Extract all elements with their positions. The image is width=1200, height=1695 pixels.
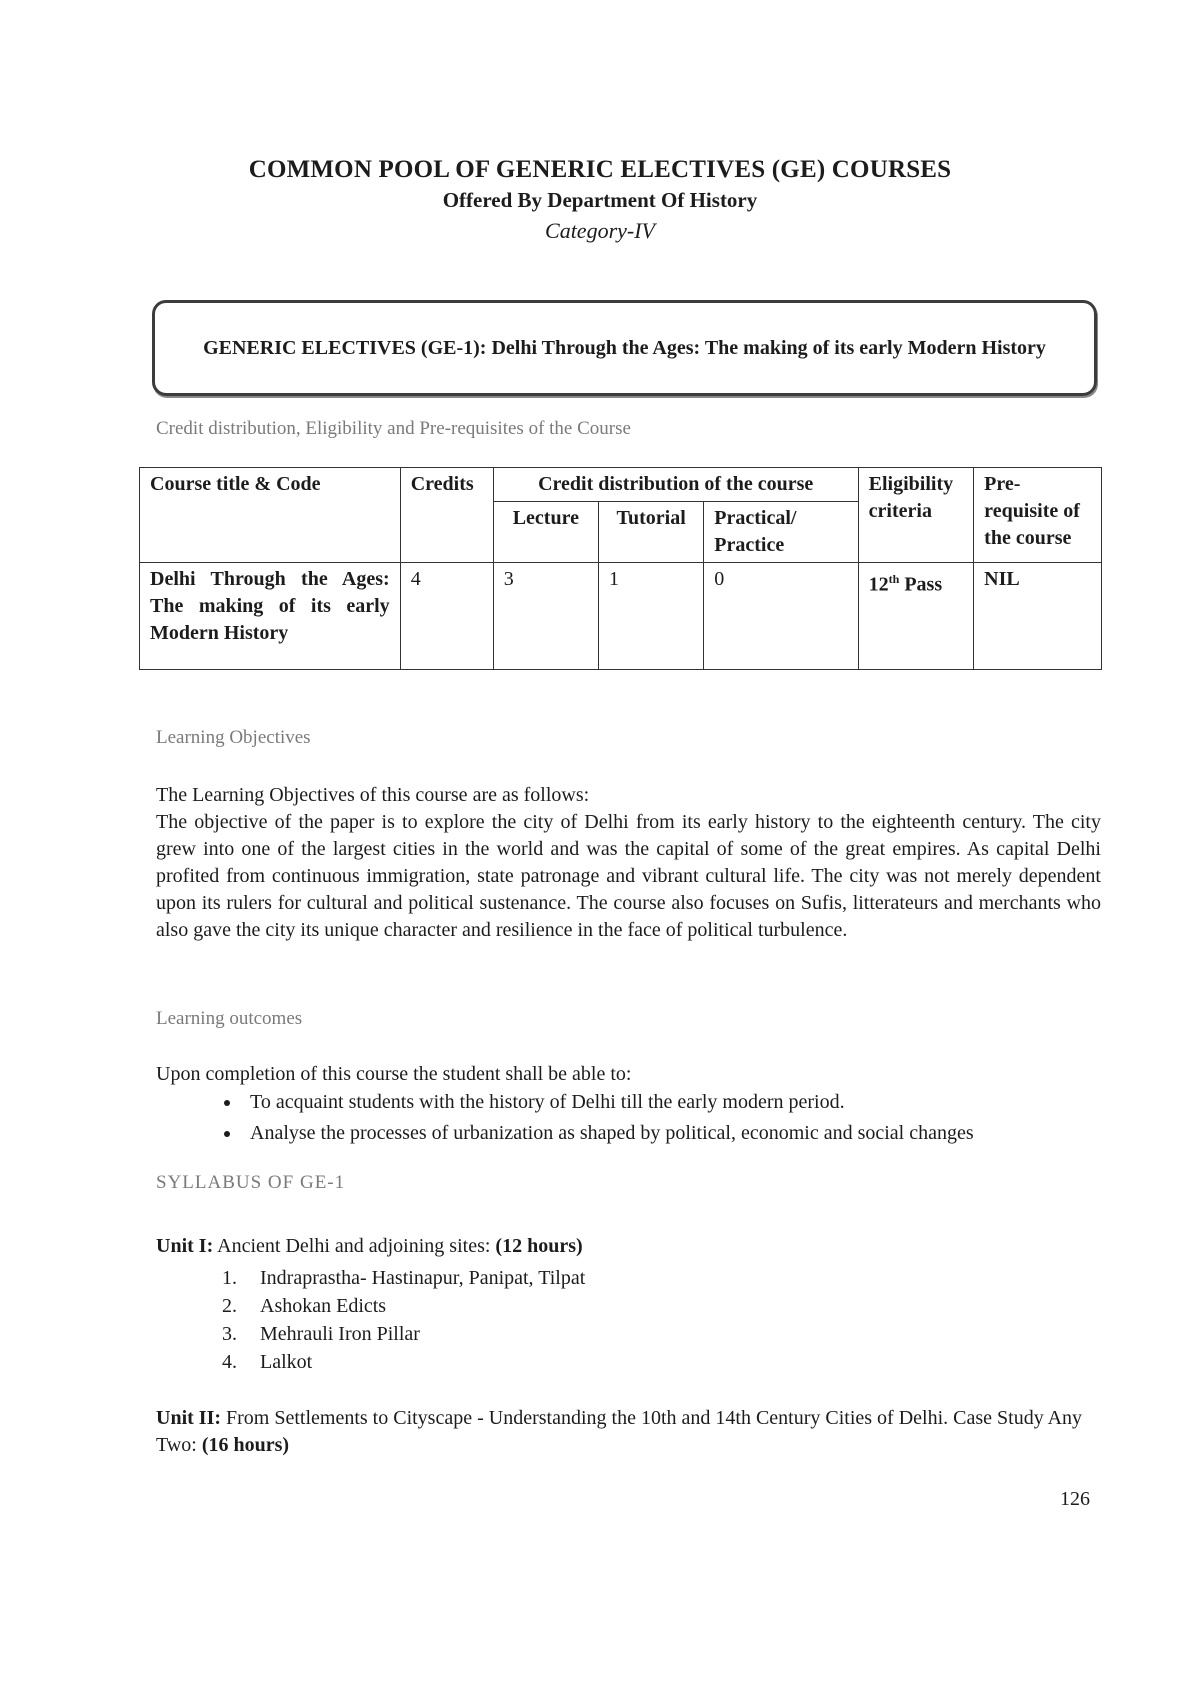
cell-lecture: 3 bbox=[493, 563, 598, 670]
unit1-hours: (12 hours) bbox=[495, 1235, 583, 1257]
cell-course-title: Delhi Through the Ages: The making of its early Modern History bbox=[140, 563, 401, 670]
offered-by: Offered By Department Of History bbox=[442, 188, 758, 212]
list-item: 2. Ashokan Edicts bbox=[242, 1292, 585, 1320]
header-course-title: Course title & Code bbox=[140, 468, 401, 563]
list-item: 3. Mehrauli Iron Pillar bbox=[242, 1320, 585, 1348]
header-distribution: Credit distribution of the course bbox=[493, 468, 858, 502]
eligibility-number: 12 bbox=[868, 573, 889, 596]
objectives-heading: Learning Objectives bbox=[156, 727, 311, 748]
cell-credits: 4 bbox=[400, 563, 493, 670]
unit2-label: Unit II: bbox=[156, 1407, 222, 1429]
unit1-list bbox=[156, 1264, 585, 1376]
unit2-hours: (16 hours) bbox=[201, 1434, 290, 1456]
credit-section-heading: Credit distribution, Eligibility and Pre-requisites of the Course bbox=[156, 418, 631, 439]
header-prerequisite: Pre-requisite of the course bbox=[974, 468, 1102, 563]
unit1-label: Unit I: bbox=[156, 1235, 214, 1257]
cell-tutorial: 1 bbox=[599, 563, 704, 670]
list-item: • To acquaint students with the history of Delhi till the early modern period. bbox=[242, 1087, 1200, 1118]
objectives-body: The objective of the paper is to explore the city of Delhi from its early history to the eighteenth century. The city grew into one of the largest cities in the world and was the capital of some of the great empires. As capital Delhi profited from continuous immigration, state patronage and vibrant cultural life. The city was not merely dependent upon its rulers for cultural and political sustenance. The course also focuses on Sufis, litterateurs and merchants who also gave the city its unique character and resilience in the face of political turbulence. bbox=[156, 811, 1101, 941]
outcomes-heading: Learning outcomes bbox=[156, 1008, 303, 1029]
eligibility-pass: Pass bbox=[899, 573, 943, 596]
cell-prerequisite: NIL bbox=[974, 563, 1102, 670]
course-title-text: GENERIC ELECTIVES (GE-1): Delhi Through the Ages: The making of its early Modern History bbox=[203, 336, 1046, 359]
course-title-box bbox=[152, 300, 1097, 396]
eligibility-suffix: th bbox=[888, 572, 900, 586]
unit1-heading bbox=[156, 1233, 1101, 1260]
objectives-intro: The Learning Objectives of this course are as follows: bbox=[156, 784, 590, 806]
syllabus-heading: SYLLABUS OF GE-1 bbox=[156, 1172, 346, 1193]
unit1-title: Ancient Delhi and adjoining sites: bbox=[213, 1235, 496, 1257]
header-tutorial: Tutorial bbox=[599, 502, 704, 563]
outcomes-list bbox=[156, 1087, 1200, 1149]
list-item: 1. Indraprastha- Hastinapur, Panipat, Tilpat bbox=[242, 1264, 585, 1292]
document-title: COMMON POOL OF GENERIC ELECTIVES (GE) COURSES bbox=[248, 156, 952, 183]
category-label: Category-IV bbox=[545, 218, 655, 243]
unit2-title: From Settlements to Cityscape - Understanding the 10th and 14th Century Cities of Delhi. Case Study Any Two: bbox=[156, 1407, 1083, 1456]
unit2-heading bbox=[156, 1405, 1101, 1459]
header-practical: Practical/ Practice bbox=[704, 502, 858, 563]
list-item: 4. Lalkot bbox=[242, 1348, 585, 1376]
cell-eligibility bbox=[858, 563, 974, 670]
credit-table bbox=[139, 467, 1102, 670]
header-lecture: Lecture bbox=[493, 502, 598, 563]
table-row bbox=[140, 563, 1102, 670]
page-number: 126 bbox=[1060, 1488, 1090, 1510]
table-header-row bbox=[140, 468, 1102, 502]
cell-practical: 0 bbox=[704, 563, 858, 670]
header-credits: Credits bbox=[400, 468, 493, 563]
header-eligibility: Eligibility criteria bbox=[858, 468, 974, 563]
list-item: • Analyse the processes of urbanization as shaped by political, economic and social changes bbox=[242, 1118, 1200, 1149]
outcomes-intro: Upon completion of this course the student shall be able to: bbox=[156, 1063, 632, 1085]
